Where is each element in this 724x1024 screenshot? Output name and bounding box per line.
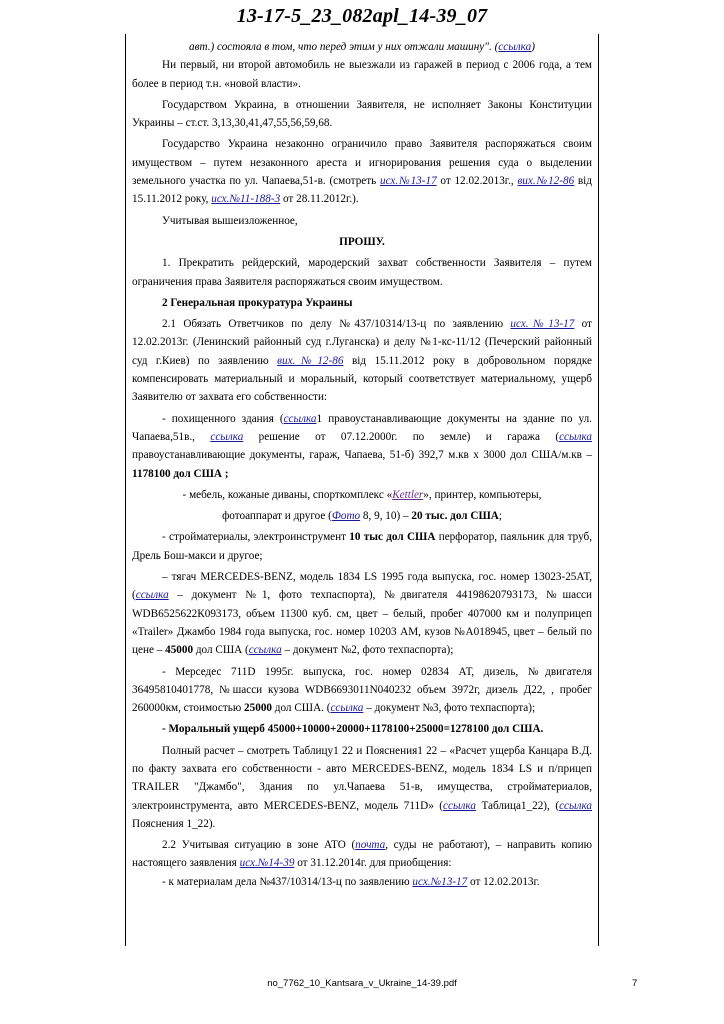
link-pochta[interactable]: почта xyxy=(355,839,386,852)
link-ref-14-39[interactable]: исх.№14-39 xyxy=(239,857,295,870)
paragraph-materials: - стройматериалы, электроинструмент 10 тыс дол США перфоратор, паяльник для труб, Дрель Бош-макси и другое; xyxy=(132,531,592,562)
paragraph-property-restriction: Государство Украина незаконно ограничило право Заявителя распоряжаться своим имуществом – путем незаконного ареста и игнорирования решения суда о выделении земельного участка по ул. Чапаева,51-в. (смотреть исх.№13-17 от 12.02.2013г., вих.№12-86 від 15.11.2012 року, исх.№11-188-3 от 28.11.2012г.). xyxy=(132,138,592,206)
link-ssylka[interactable]: ссылка xyxy=(559,430,592,443)
link-ref-13-17[interactable]: исх.№13-17 xyxy=(379,175,437,188)
page-title: 13-17-5_23_082apl_14-39_07 xyxy=(236,5,488,27)
paragraph-constitution: Государством Украина, в отношении Заявителя, не исполняет Законы Конституции Украины – ст.ст. 3,13,30,41,47,55,56,59,68. xyxy=(132,98,592,130)
heading-prosecutor: 2 Генеральная прокуратура Украины xyxy=(162,296,353,309)
paragraph-case-materials: - к материалам дела №437/10314/13-ц по заявлению исх.№13-17 от 12.02.2013г. xyxy=(162,875,540,888)
link-ref-12-86[interactable]: вих.№12-86 xyxy=(517,175,575,188)
paragraph-building: - похищенного здания (ссылка1 правоустанавливающие документы на здание по ул. Чапаева,51в., ссылка решение от 07.12.2000г. по земле) и гаража (ссылка правоустанавливающие документы, гараж, Чапаева, 51-б) 392,7 м.кв х 3000 дол США/м.кв – 1178100 дол США ; xyxy=(132,412,592,480)
paragraph-moral-damage: - Моральный ущерб 45000+10000+20000+1178100+25000=1278100 дол США. xyxy=(162,723,544,736)
link-ref-11-188-3[interactable]: исх.№11-188-3 xyxy=(211,193,281,206)
document-body xyxy=(132,38,592,891)
link-ssylka[interactable]: ссылка xyxy=(498,41,532,53)
link-ref-13-17[interactable]: исх.№13-17 xyxy=(510,318,575,331)
paragraph-considering: Учитывая вышеизложенное, xyxy=(162,214,298,227)
link-ssylka[interactable]: ссылка xyxy=(248,644,282,657)
paragraph-truck: – тягач MERCEDES-BENZ, модель 1834 LS 1995 года выпуска, гос. номер 13023-25АТ, (ссылка – документ №1, фото техпаспорта), №двигателя 44198620793173, №шасси WDB6525622К093173, объем 11300 куб. см, цвет – белый, пробег 407000 км и полуприцеп «Trailer» Джамбо 1984 года выпуска, гос. номер 10203 АМ, кузов №А018945, цвет – белый по цене – 45000 дол США (ссылка – документ №2, фото техпаспорта); xyxy=(132,571,592,657)
footer-filename: no_7762_10_Kantsara_v_Ukraine_14-39.pdf xyxy=(267,978,457,989)
link-ref-12-86[interactable]: вих.№12-86 xyxy=(277,354,344,367)
paragraph-item-2-2: 2.2 Учитывая ситуацию в зоне АТО (почта, суды не работают), – направить копию настоящего заявления исх.№14-39 от 31.12.2014г. для приобщения: xyxy=(132,839,592,870)
link-ssylka[interactable]: ссылка xyxy=(330,702,364,715)
link-foto[interactable]: Фото xyxy=(331,510,361,523)
footer-page-number: 7 xyxy=(632,978,638,989)
link-kettler[interactable]: Kettler xyxy=(392,488,424,501)
link-ssylka[interactable]: ссылка xyxy=(559,799,592,812)
paragraph-continuation: авт.) состояла в том, что перед этим у них отжали машину". (ссылка) xyxy=(189,41,535,53)
link-ssylka[interactable]: ссылка xyxy=(283,412,317,425)
paragraph-vehicles: Ни первый, ни второй автомобиль не выезжали из гаражей в период с 2006 года, а тем более в период т.н. «новой власти». xyxy=(132,59,592,90)
paragraph-mercedes-711d: - Мерседес 711D 1995г. выпуска, гос. номер 02834 АТ, дизель, №двигателя 36495810401778, №шасси кузова WDB6693011N040232 объем 3972г, дизель Д22, , пробег 260000км, стоимостью 25000 дол США. (ссылка – документ №3, фото техпаспорта); xyxy=(132,665,592,715)
paragraph-item-1: 1. Прекратить рейдерский, мародерский захват собственности Заявителя – путем ограничения права Заявителя распоряжаться своим имуществом. xyxy=(132,257,592,288)
paragraph-item-2-1: 2.1 Обязать Ответчиков по делу №437/10314/13-ц по заявлению исх.№13-17 от 12.02.2013г. (Ленинский районный суд г.Луганска) и делу №1-кс-11/12 (Печерский районный суд г.Киев) по заявлению вих.№12-86 від 15.11.2012 року в добровольном порядке компенсировать материальный и моральный, который соответствует материальному, ущерб Заявителю от захвата его собственности: xyxy=(132,318,592,404)
heading-request: ПРОШУ. xyxy=(339,235,385,248)
link-ssylka[interactable]: ссылка xyxy=(135,589,169,602)
link-ssylka[interactable]: ссылка xyxy=(210,430,244,443)
paragraph-full-calculation: Полный расчет – смотреть Таблицу1 22 и Пояснения1 22 – «Расчет ущерба Канцара В.Д. по факту захвата его собственности - авто MERCEDES-BENZ, модель 1834 LS и п/прицеп TRAILER "Джамбо", Здания по ул.Чапаева 51-в, имущества, стройматериалов, электроинструмента, авто MERCEDES-BENZ, модель 711D» (ссылка Таблица1_22), (ссылка Пояснения 1_22). xyxy=(132,744,592,830)
link-ref-13-17[interactable]: исх.№13-17 xyxy=(412,875,468,888)
link-ssylka[interactable]: ссылка xyxy=(443,799,476,812)
paragraph-camera: фотоаппарат и другое (Фото 8, 9, 10) – 20 тыс. дол США; xyxy=(222,510,502,523)
paragraph-furniture: - мебель, кожаные диваны, спорткомплекс «Kettler», принтер, компьютеры, xyxy=(182,488,542,501)
